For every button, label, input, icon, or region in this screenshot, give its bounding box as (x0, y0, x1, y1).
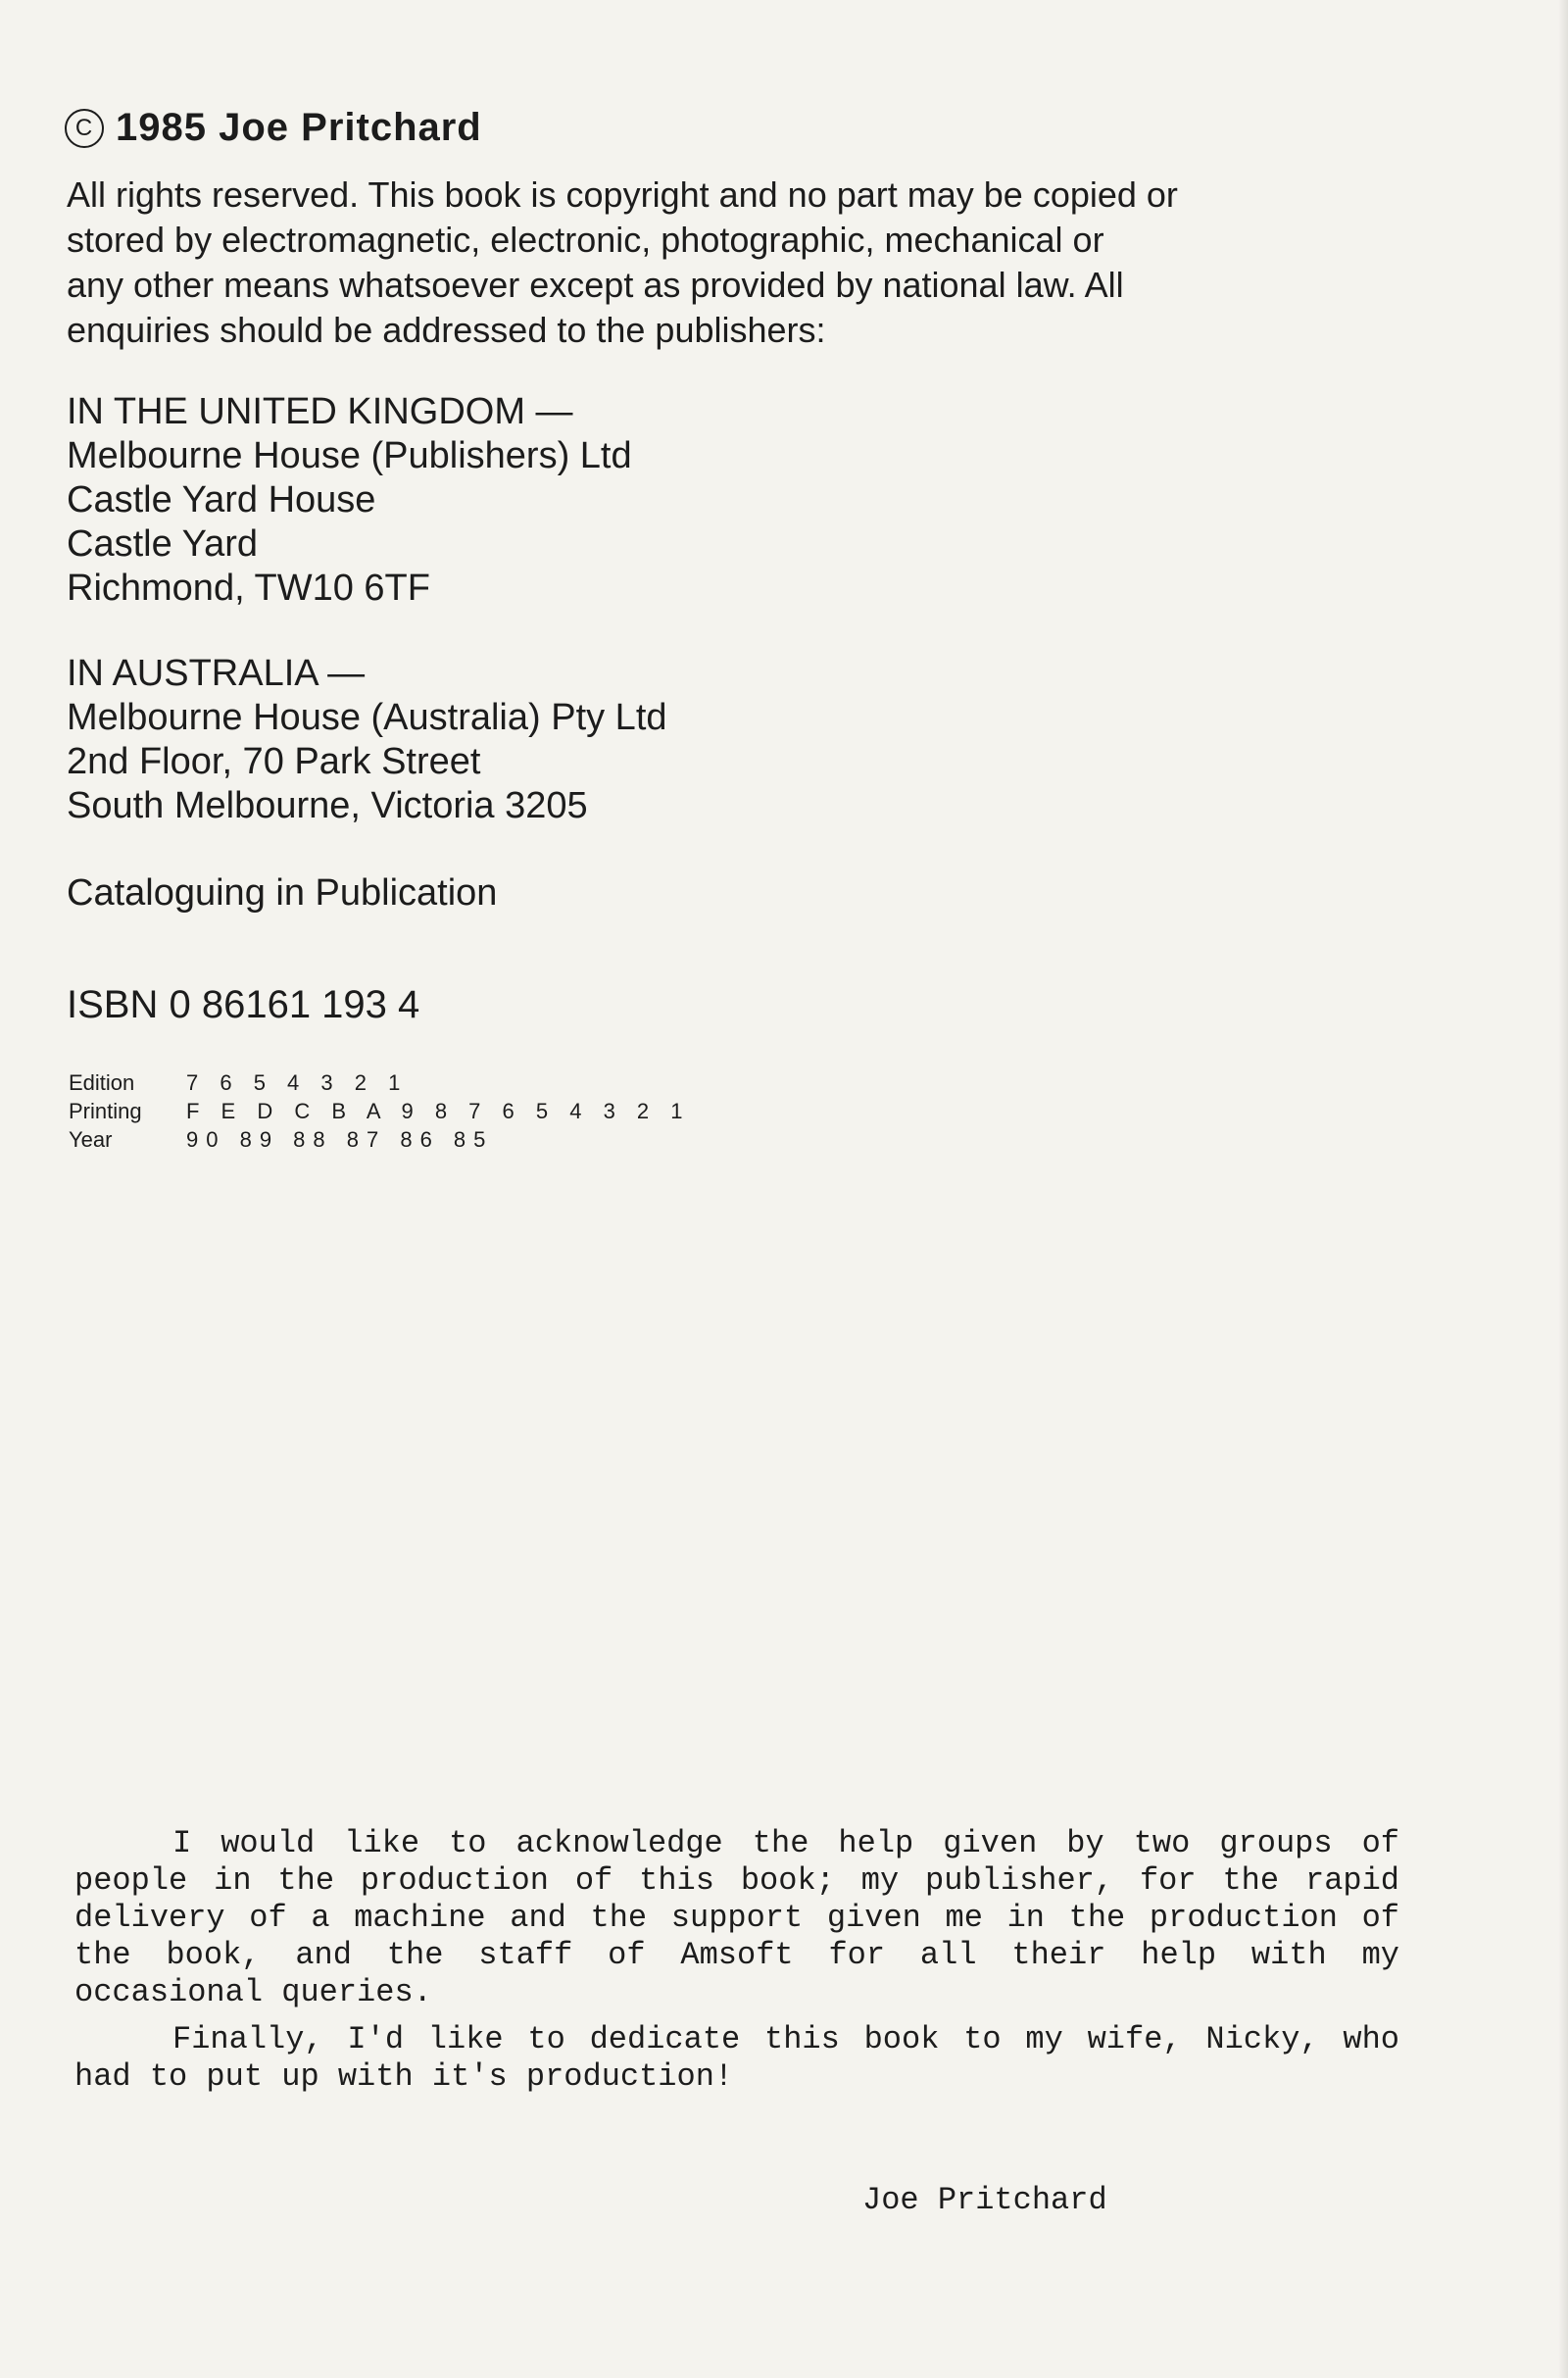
edition-value: 7 6 5 4 3 2 1 (186, 1070, 409, 1095)
printing-row (69, 1097, 691, 1125)
edition-label: Edition (69, 1070, 135, 1095)
acknowledgement-paragraph: I would like to acknowledge the help given by two groups of people in the production of this book; my publisher, for the rapid delivery of a machine and the support given me in the production of the book, and the staff of Amsoft for all their help with my occasional queries. (74, 1825, 1399, 2010)
printing-value: F E D C B A 9 8 7 6 5 4 3 2 1 (186, 1099, 691, 1123)
dedication-paragraph: Finally, I'd like to dedicate this book to my wife, Nicky, who had to put up with it's production! (74, 2021, 1399, 2095)
page-edge-shadow (1558, 0, 1568, 2378)
au-address-line: 2nd Floor, 70 Park Street (67, 741, 481, 782)
au-address-line: Melbourne House (Australia) Pty Ltd (67, 697, 667, 738)
rights-line: stored by electromagnetic, electronic, photographic, mechanical or (67, 220, 1104, 260)
au-address-heading: IN AUSTRALIA — (67, 653, 366, 694)
author-signature: Joe Pritchard (862, 2182, 1107, 2218)
copyright-text: 1985 Joe Pritchard (116, 106, 482, 149)
copyright-line (65, 106, 482, 150)
uk-address-heading: IN THE UNITED KINGDOM — (67, 391, 573, 432)
uk-address-line: Richmond, TW10 6TF (67, 568, 430, 609)
printing-label: Printing (69, 1099, 142, 1123)
year-value: 90 89 88 87 86 85 (186, 1127, 494, 1152)
isbn-number: ISBN 0 86161 193 4 (67, 983, 420, 1026)
year-label: Year (69, 1127, 113, 1152)
edition-table (69, 1068, 691, 1154)
rights-line: enquiries should be addressed to the publishers: (67, 310, 826, 350)
australia-address (67, 652, 667, 828)
rights-statement (67, 173, 1370, 353)
uk-address-line: Castle Yard (67, 523, 259, 565)
rights-line: All rights reserved. This book is copyright and no part may be copied or (67, 174, 1178, 215)
year-row (69, 1125, 691, 1154)
uk-address-line: Castle Yard House (67, 479, 376, 520)
copyright-symbol: C (65, 109, 104, 148)
uk-address (67, 390, 632, 611)
au-address-line: South Melbourne, Victoria 3205 (67, 785, 588, 826)
edition-row (69, 1068, 691, 1097)
rights-line: any other means whatsoever except as provided by national law. All (67, 265, 1124, 305)
uk-address-line: Melbourne House (Publishers) Ltd (67, 435, 632, 476)
cataloguing-in-publication: Cataloguing in Publication (67, 872, 498, 914)
acknowledgement (74, 1825, 1399, 2106)
